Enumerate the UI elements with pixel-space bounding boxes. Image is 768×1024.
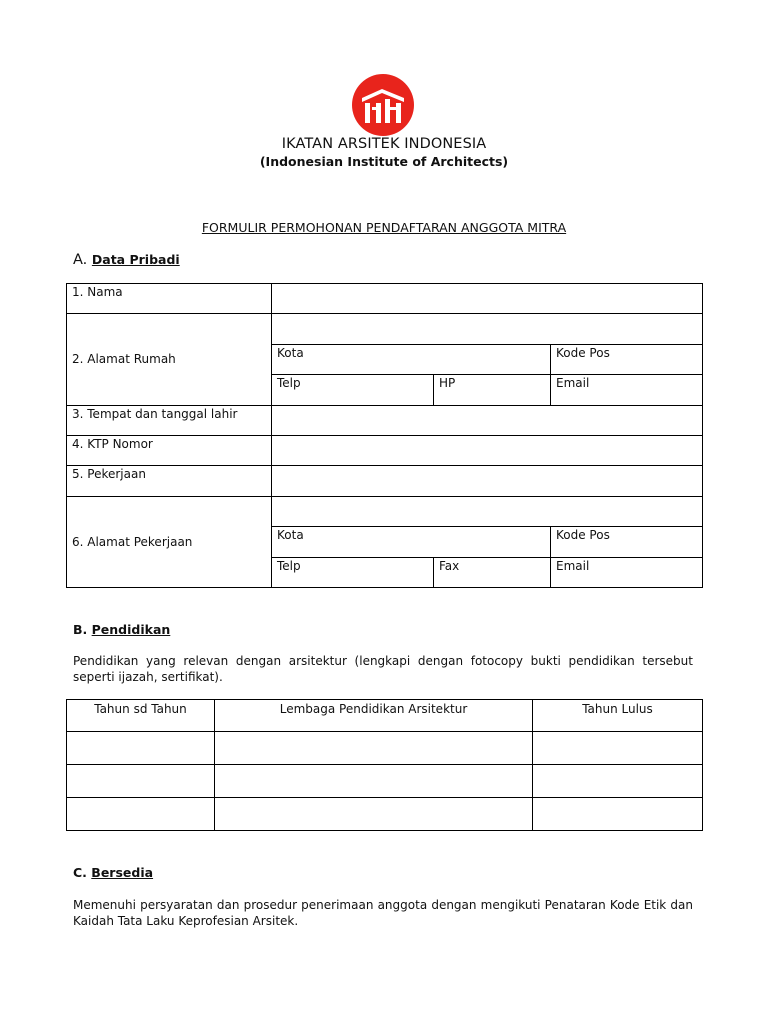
label-alamat-pekerjaan: 6. Alamat Pekerjaan [67,496,272,587]
cell-lembaga[interactable] [215,798,533,831]
section-c-heading [73,865,153,880]
cell-tahun-lulus[interactable] [533,732,703,765]
label-ktp: 4. KTP Nomor [67,435,272,465]
label-pekerjaan: 5. Pekerjaan [67,466,272,496]
input-alamat-rumah[interactable] [272,314,703,344]
field-kota-rumah[interactable]: Kota [272,344,551,374]
iai-logo-icon [352,74,414,136]
field-telp-pekerjaan[interactable]: Telp [272,557,434,587]
cell-lembaga[interactable] [215,732,533,765]
section-a-letter: A. [73,252,88,268]
cell-lembaga[interactable] [215,765,533,798]
cell-tahun[interactable] [67,798,215,831]
input-ktp[interactable] [272,435,703,465]
col-header-lembaga: Lembaga Pendidikan Arsitektur [215,700,533,732]
section-b-heading [73,622,170,637]
section-c-letter: C. [73,865,87,880]
label-tempat-tanggal-lahir: 3. Tempat dan tanggal lahir [67,405,272,435]
field-kode-pos-rumah[interactable]: Kode Pos [551,344,703,374]
table-row [67,466,703,496]
table-row [67,798,703,831]
table-row [67,435,703,465]
table-header-row [67,700,703,732]
label-nama: 1. Nama [67,284,272,314]
commitment-description: Memenuhi persyaratan dan prosedur penerimaan anggota dengan mengikuti Penataran Kode Etik dan Kaidah Tata Laku Keprofesian Arsitek. [73,898,693,928]
field-kode-pos-pekerjaan[interactable]: Kode Pos [551,527,703,557]
education-table [66,699,703,831]
input-nama[interactable] [272,284,703,314]
section-a-title: Data Pribadi [91,252,180,267]
input-pekerjaan[interactable] [272,466,703,496]
education-description: Pendidikan yang relevan dengan arsitektur (lengkapi dengan fotocopy bukti pendidikan tersebut seperti ijazah, sertifikat). [73,654,693,684]
form-title: FORMULIR PERMOHONAN PENDAFTARAN ANGGOTA MITRA [201,220,567,235]
cell-tahun[interactable] [67,765,215,798]
table-row [67,284,703,314]
field-fax[interactable]: Fax [434,557,551,587]
org-name: IKATAN ARSITEK INDONESIA [281,136,487,152]
field-hp[interactable]: HP [434,375,551,405]
section-c-title: Bersedia [91,865,154,880]
personal-data-table [66,283,703,588]
table-row [67,765,703,798]
table-row [67,405,703,435]
input-alamat-pekerjaan[interactable] [272,496,703,526]
cell-tahun-lulus[interactable] [533,765,703,798]
table-row [67,314,703,344]
cell-tahun[interactable] [67,732,215,765]
col-header-tahun-lulus: Tahun Lulus [533,700,703,732]
input-tempat-tanggal-lahir[interactable] [272,405,703,435]
org-subtitle: (Indonesian Institute of Architects) [259,154,509,169]
label-alamat-rumah: 2. Alamat Rumah [67,314,272,405]
table-row [67,496,703,526]
field-email-rumah[interactable]: Email [551,375,703,405]
section-b-letter: B. [73,622,88,637]
col-header-tahun: Tahun sd Tahun [67,700,215,732]
field-email-pekerjaan[interactable]: Email [551,557,703,587]
field-kota-pekerjaan[interactable]: Kota [272,527,551,557]
cell-tahun-lulus[interactable] [533,798,703,831]
section-b-title: Pendidikan [91,622,171,637]
field-telp-rumah[interactable]: Telp [272,375,434,405]
table-row [67,732,703,765]
section-a-heading [73,252,180,268]
